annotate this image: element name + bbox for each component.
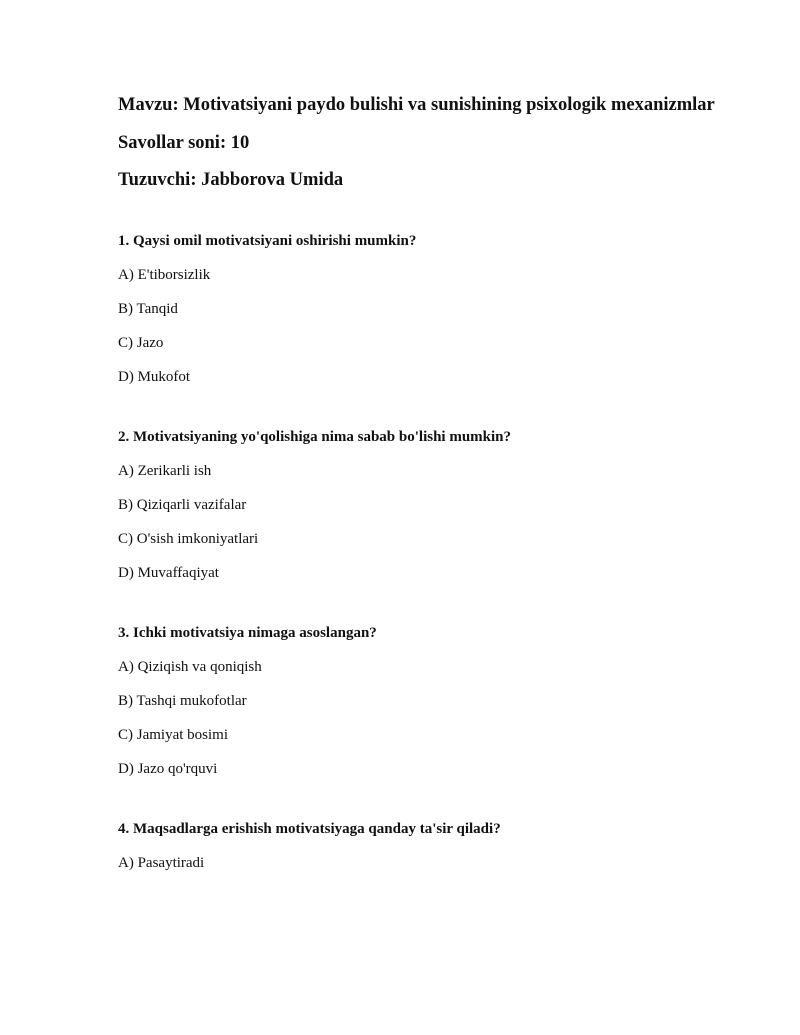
document-title: Mavzu: Motivatsiyani paydo bulishi va sunishining psixologik mexanizmlar: [118, 95, 715, 115]
question-text: 4. Maqsadlarga erishish motivatsiyaga qanday ta'sir qiladi?: [118, 821, 501, 837]
question-text: 3. Ichki motivatsiya nimaga asoslangan?: [118, 625, 377, 641]
question-item: [118, 819, 718, 873]
answer-option: D) Muvaffaqiyat: [118, 565, 219, 581]
question-list: [118, 231, 718, 873]
answer-option: D) Mukofot: [118, 369, 191, 385]
question-count: Savollar soni: 10: [118, 133, 250, 153]
answer-option: C) O'sish imkoniyatlari: [118, 531, 259, 547]
question-text: 2. Motivatsiyaning yo'qolishiga nima sabab bo'lishi mumkin?: [118, 429, 512, 445]
question-text: 1. Qaysi omil motivatsiyani oshirishi mumkin?: [118, 233, 417, 249]
question-item: [118, 623, 718, 779]
author-line: Tuzuvchi: Jabborova Umida: [118, 170, 344, 190]
answer-option: B) Qiziqarli vazifalar: [118, 497, 247, 513]
answer-option: C) Jamiyat bosimi: [118, 727, 228, 743]
answer-option: A) E'tiborsizlik: [118, 267, 211, 283]
answer-option: C) Jazo: [118, 335, 164, 351]
answer-option: A) Pasaytiradi: [118, 855, 205, 871]
answer-option: A) Qiziqish va qoniqish: [118, 659, 262, 675]
document-page: [118, 93, 718, 913]
question-item: [118, 231, 718, 387]
answer-option: D) Jazo qo'rquvi: [118, 761, 218, 777]
answer-option: B) Tanqid: [118, 301, 178, 317]
answer-option: B) Tashqi mukofotlar: [118, 693, 247, 709]
answer-option: A) Zerikarli ish: [118, 463, 212, 479]
question-item: [118, 427, 718, 583]
